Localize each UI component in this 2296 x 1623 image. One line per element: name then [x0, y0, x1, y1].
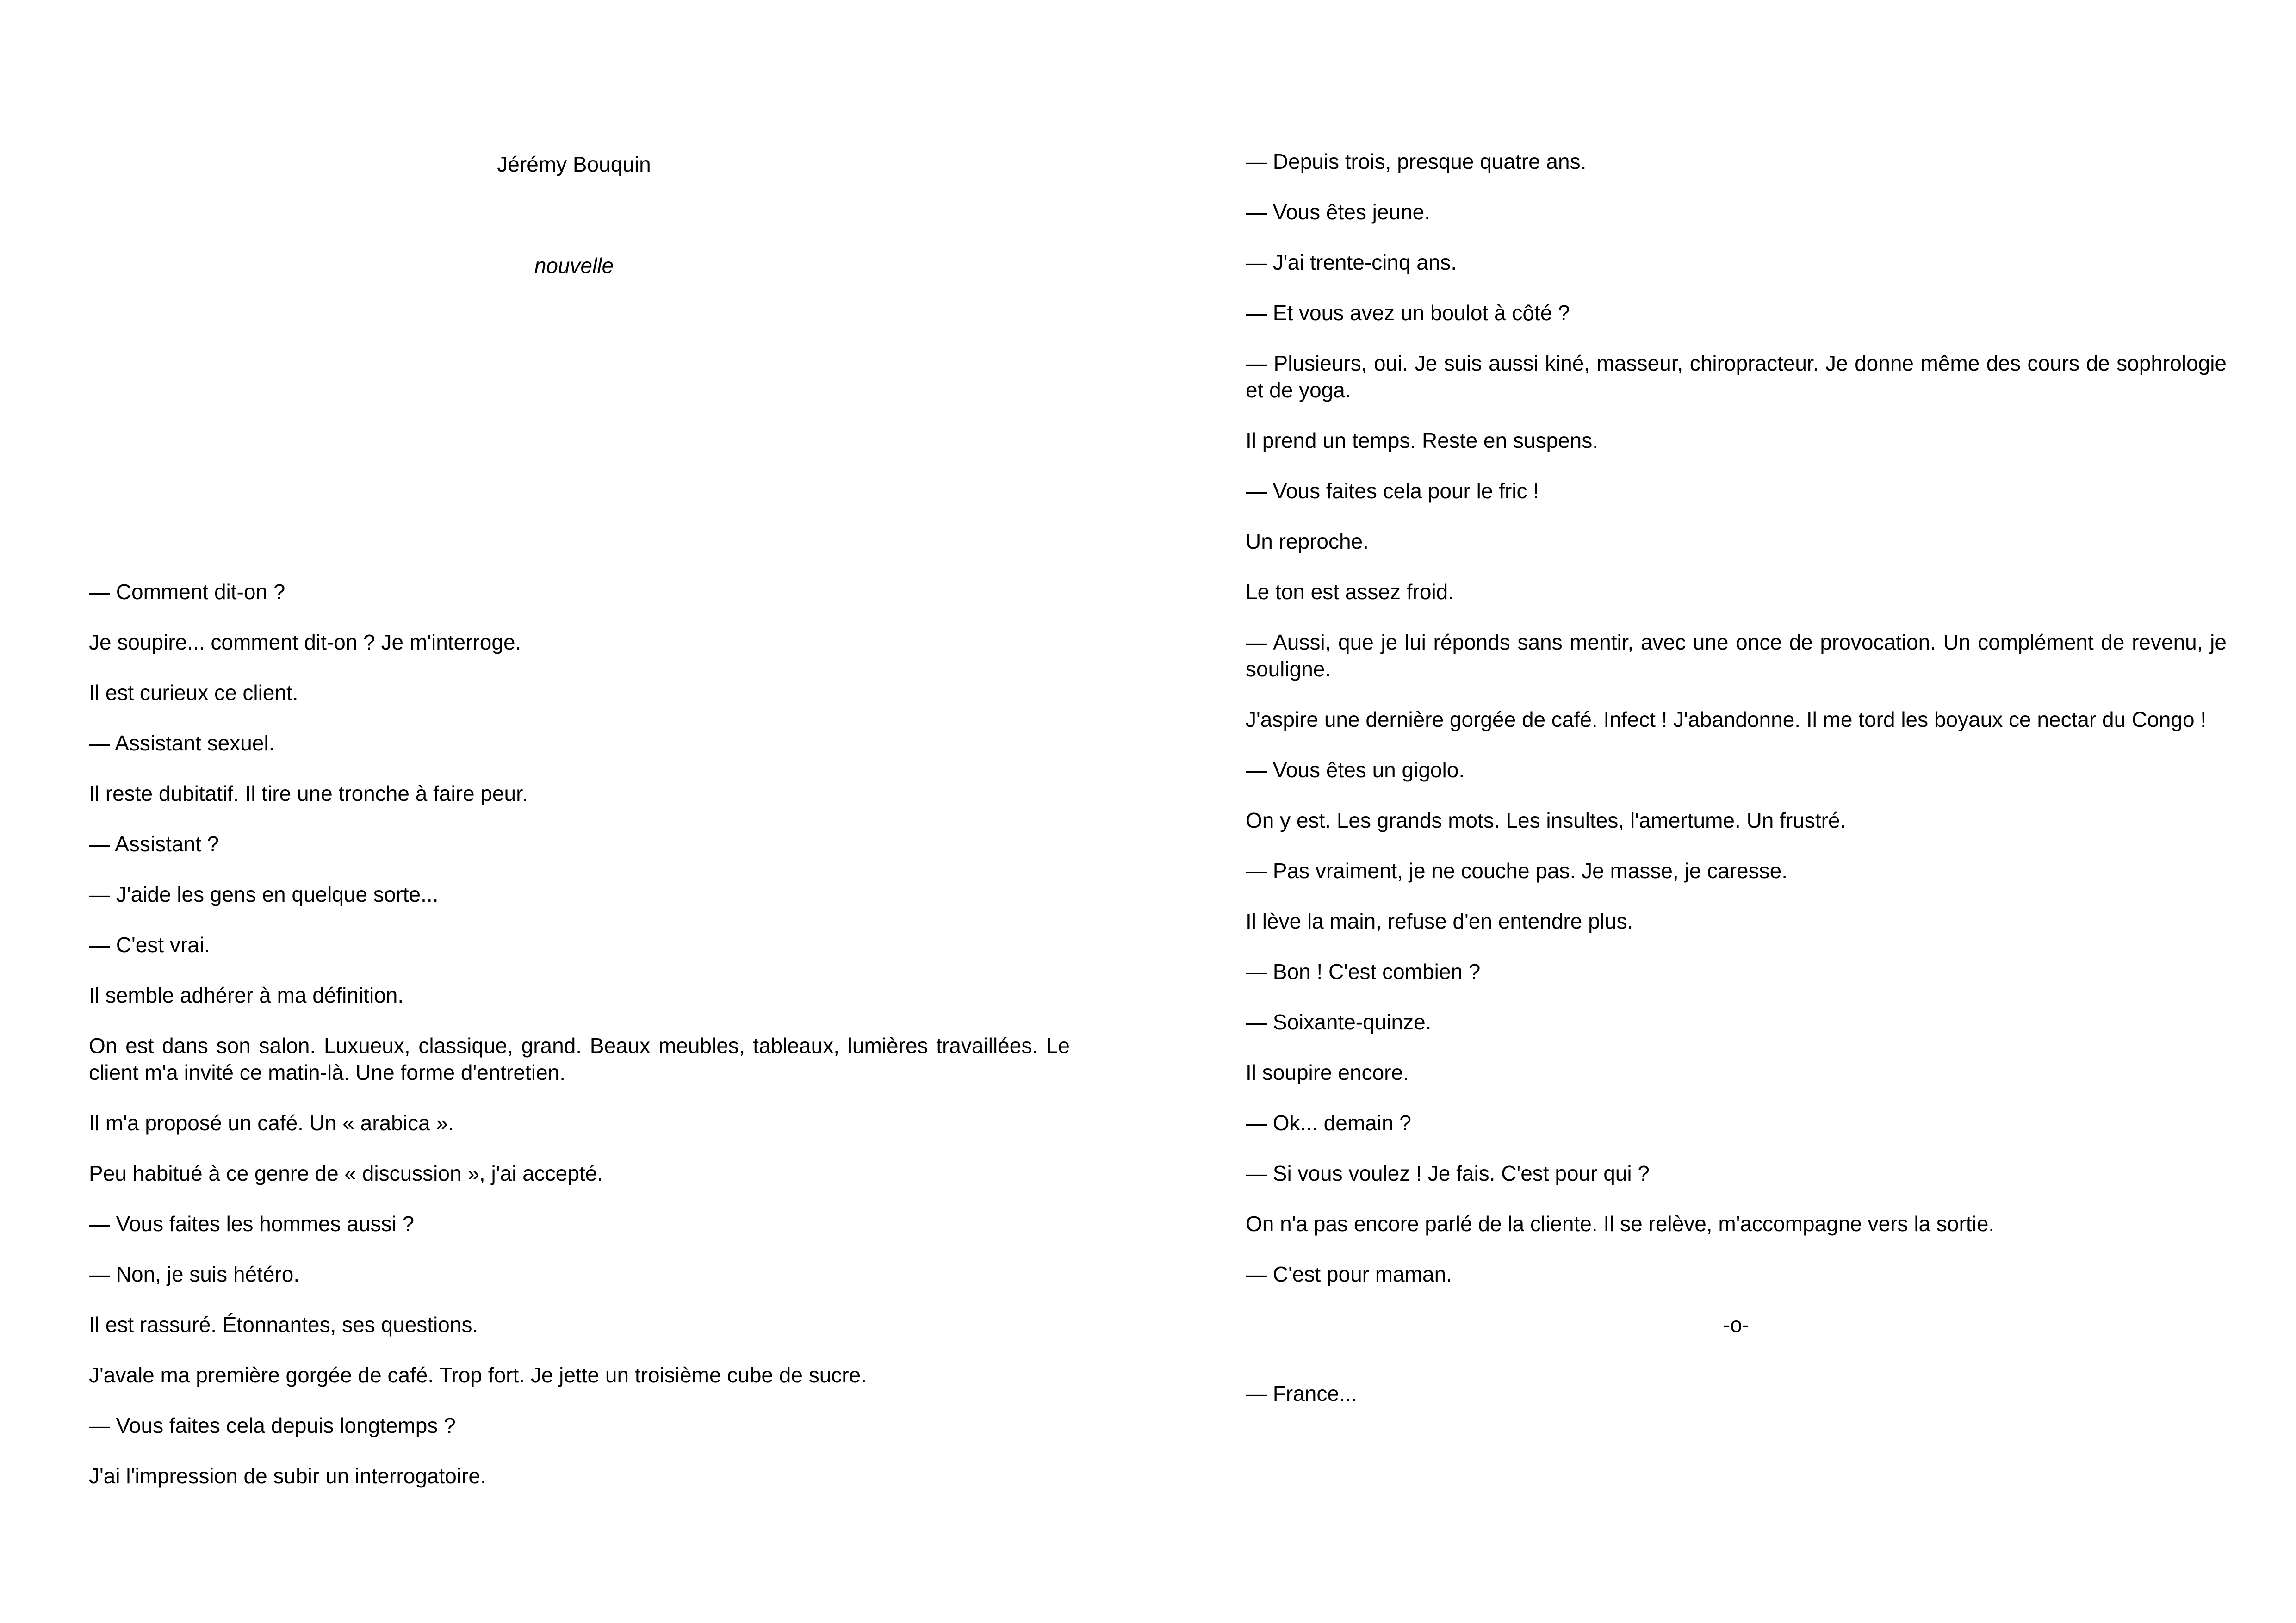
right-page — [1148, 0, 2296, 1623]
paragraph: — Et vous avez un boulot à côté ? — [1246, 301, 1570, 325]
paragraph: — Si vous voulez ! Je fais. C'est pour qui ? — [1246, 1161, 1650, 1185]
paragraph: On y est. Les grands mots. Les insultes, l'amertume. Un frustré. — [1246, 808, 1846, 832]
paragraph: — Vous êtes jeune. — [1246, 200, 1430, 224]
paragraph: — Vous faites les hommes aussi ? — [89, 1212, 415, 1236]
paragraph: Il semble adhérer à ma définition. — [89, 983, 404, 1007]
paragraph: Il lève la main, refuse d'en entendre plus. — [1246, 909, 1633, 933]
right-text-column — [1246, 148, 2227, 1431]
paragraph: J'ai l'impression de subir un interrogatoire. — [89, 1464, 486, 1488]
paragraph: Un reproche. — [1246, 529, 1369, 553]
section-separator: -o- — [1723, 1313, 1750, 1337]
paragraph: J'avale ma première gorgée de café. Trop fort. Je jette un troisième cube de sucre. — [89, 1363, 867, 1387]
paragraph: — C'est vrai. — [89, 933, 210, 957]
closing-line: — France... — [1246, 1381, 1357, 1406]
paragraph: — C'est pour maman. — [1246, 1262, 1452, 1286]
paragraph: J'aspire une dernière gorgée de café. Infect ! J'abandonne. Il me tord les boyaux ce nectar du Congo ! — [1246, 707, 2207, 731]
paragraph: — Vous êtes un gigolo. — [1246, 758, 1465, 782]
paragraph: Il est rassuré. Étonnantes, ses questions. — [89, 1313, 478, 1337]
author-name: Jérémy Bouquin — [497, 152, 651, 176]
paragraph: On n'a pas encore parlé de la cliente. Il se relève, m'accompagne vers la sortie. — [1246, 1212, 1995, 1236]
paragraph: On est dans son salon. Luxueux, classique, grand. Beaux meubles, tableaux, lumières travaillées. Le client m'a invité ce matin-là. Une forme d'entretien. — [89, 1034, 1070, 1084]
paragraph: — Comment dit-on ? — [89, 580, 285, 604]
paragraph: — Aussi, que je lui réponds sans mentir, avec une once de provocation. Un complément de revenu, je souligne. — [1246, 630, 2227, 681]
paragraph: Je soupire... comment dit-on ? Je m'interroge. — [89, 630, 521, 654]
paragraph: Peu habitué à ce genre de « discussion », j'ai accepté. — [89, 1161, 603, 1185]
genre-label: nouvelle — [534, 254, 614, 278]
paragraph: Il soupire encore. — [1246, 1060, 1409, 1084]
paragraph: Il prend un temps. Reste en suspens. — [1246, 428, 1598, 452]
paragraph: Il reste dubitatif. Il tire une tronche à faire peur. — [89, 781, 528, 805]
paragraph: — J'aide les gens en quelque sorte... — [89, 882, 439, 906]
paragraph: — Non, je suis hétéro. — [89, 1262, 300, 1286]
paragraph: — Ok... demain ? — [1246, 1111, 1411, 1135]
paragraph: Il est curieux ce client. — [89, 681, 298, 705]
paragraph: — J'ai trente-cinq ans. — [1246, 250, 1457, 274]
paragraph: — Soixante-quinze. — [1246, 1010, 1432, 1034]
paragraph: Il m'a proposé un café. Un « arabica ». — [89, 1111, 454, 1135]
paragraph: — Vous faites cela depuis longtemps ? — [89, 1413, 456, 1437]
paragraph: — Assistant ? — [89, 832, 219, 856]
paragraph: — Vous faites cela pour le fric ! — [1246, 479, 1539, 503]
paragraph: Le ton est assez froid. — [1246, 580, 1454, 604]
paragraph: — Depuis trois, presque quatre ans. — [1246, 149, 1587, 173]
paragraph: — Assistant sexuel. — [89, 731, 275, 755]
paragraph: — Plusieurs, oui. Je suis aussi kiné, masseur, chiropracteur. Je donne même des cours de sophrologie et de yoga. — [1246, 351, 2227, 402]
left-text-column — [89, 578, 1070, 1513]
paragraph: — Bon ! C'est combien ? — [1246, 960, 1481, 984]
paragraph: — Pas vraiment, je ne couche pas. Je masse, je caresse. — [1246, 859, 1787, 883]
